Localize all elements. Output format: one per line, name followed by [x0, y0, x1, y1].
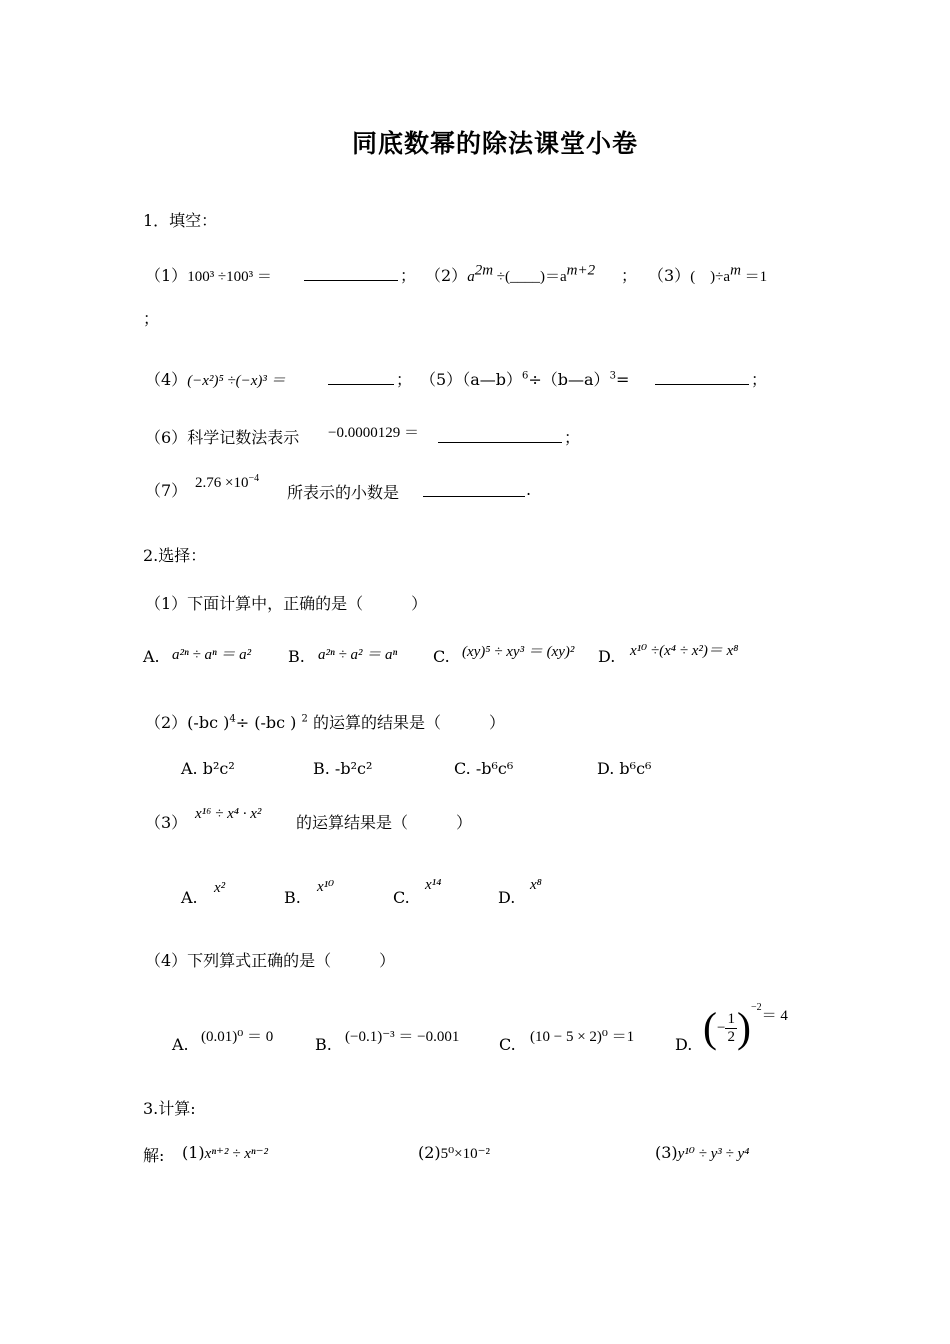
choice-q3-b-expr: x¹⁰ — [317, 879, 335, 895]
fill-q7-blank[interactable] — [423, 482, 525, 497]
fill-q5-label: （5） — [420, 370, 463, 389]
page-title: 同底数幂的除法课堂小卷 — [351, 129, 638, 158]
fill-q1 — [145, 263, 272, 286]
fill-q5-blank[interactable] — [655, 370, 749, 385]
fill-q6-text: 科学记数法表示 — [187, 428, 300, 447]
choice-q1-c-label[interactable]: C. — [433, 647, 450, 666]
calc-p1 — [182, 1143, 268, 1163]
choice-q3-expr: x¹⁶ ÷ x⁴ · x² — [195, 806, 262, 822]
calc-p1-label: (1) — [182, 1143, 205, 1162]
choice-q1: （1）下面计算中，正确的是（ ） — [145, 594, 428, 613]
fill-q4-label: （4） — [145, 370, 188, 389]
fill-q7-end: . — [526, 480, 532, 499]
choice-q4-c-label[interactable]: C. — [499, 1035, 516, 1054]
choice-q1-d-label[interactable]: D. — [598, 647, 616, 666]
fill-q7-exp: −4 — [248, 473, 260, 484]
fill-q2-end: ； — [621, 266, 638, 285]
choice-q1-b-label[interactable]: B. — [288, 647, 305, 666]
fill-q3-label: （3） — [648, 266, 691, 285]
choice-q3-a-expr: x² — [214, 880, 226, 896]
fill-q1-label: （1） — [145, 266, 188, 285]
choice-q2-c[interactable]: C. -b⁶c⁶ — [454, 759, 514, 778]
choice-q1-b-expr: a²ⁿ ÷ a² ＝ aⁿ — [318, 647, 398, 663]
fill-q7-expr — [195, 475, 259, 492]
choice-q3-c-expr: x¹⁴ — [425, 877, 442, 893]
fill-q5-expr-a: （a—b） — [462, 370, 522, 389]
section-3-heading: 3.计算: — [143, 1099, 196, 1118]
fill-q1-blank[interactable] — [304, 266, 398, 281]
choice-q3-b-label[interactable]: B. — [284, 888, 301, 907]
choice-q4-a-expr: (0.01)⁰ ＝ 0 — [201, 1029, 274, 1045]
fill-q2-exp2: m+2 — [566, 262, 596, 279]
fill-q2-mid: ÷(____)＝a — [493, 269, 567, 285]
choice-q4-d-label[interactable]: D. — [675, 1035, 693, 1054]
fill-q2-label: （2） — [425, 266, 468, 285]
choice-q2-exp2: 2 — [301, 713, 308, 725]
fill-q5 — [420, 367, 629, 390]
calc-p3 — [655, 1143, 749, 1163]
choice-q4: （4）下列算式正确的是（ ） — [145, 951, 396, 970]
calc-p3-expr: y¹⁰ ÷ y³ ÷ y⁴ — [677, 1146, 750, 1162]
fill-q5-exp2: 3 — [609, 370, 616, 382]
choice-q1-d-expr: x¹⁰ ÷(x⁴ ÷ x²)＝ x⁸ — [630, 643, 739, 659]
choice-q2-b[interactable]: B. -b²c² — [313, 759, 373, 778]
choice-q4-d-expr — [703, 1004, 788, 1050]
choice-q2-expr-a: （2）(-bc ) — [145, 713, 230, 732]
fill-q2-exp1: 2m — [474, 262, 494, 279]
fill-q5-expr-b: ÷（b—a） — [528, 370, 610, 389]
choice-q4-d-lparen: ( — [703, 1005, 717, 1052]
fill-q3-exp: m — [730, 262, 741, 279]
choice-q4-d-eq: ＝ 4 — [761, 1008, 788, 1024]
choice-q3-c-label[interactable]: C. — [393, 888, 410, 907]
fill-q1-end: ； — [400, 266, 417, 285]
fill-q7-label: （7） — [145, 481, 188, 500]
choice-q3-d-expr: x⁸ — [530, 877, 542, 893]
fill-q6-end: ； — [564, 428, 581, 447]
choice-q4-b-label[interactable]: B. — [315, 1035, 332, 1054]
calc-p1-expr: xⁿ⁺² ÷ xⁿ⁻² — [204, 1146, 268, 1162]
fill-q6 — [145, 425, 299, 448]
fill-q3-expr-b: ＝1 — [740, 269, 768, 285]
calc-p2 — [418, 1143, 490, 1163]
fill-q2-base: a — [467, 269, 475, 285]
choice-q2-exp1: 4 — [229, 713, 236, 725]
choice-q2-expr-b: ÷ (-bc ) — [235, 713, 302, 732]
choice-q4-c-expr: (10 − 5 × 2)⁰ ＝1 — [530, 1029, 635, 1045]
fill-q6-label: （6） — [145, 428, 188, 447]
fill-q3-end: ； — [143, 309, 160, 328]
choice-q4-d-fraction — [725, 1011, 737, 1046]
fill-q5-end: ； — [751, 370, 768, 389]
choice-q3-text: 的运算结果是（ ） — [296, 813, 473, 832]
fill-q7-text: 所表示的小数是 — [287, 483, 400, 502]
fill-q6-blank[interactable] — [438, 428, 562, 443]
choice-q4-d-rparen: ) — [736, 1005, 751, 1052]
choice-q4-d-denominator: 2 — [727, 1029, 735, 1046]
choice-q1-c-expr: (xy)⁵ ÷ xy³ ＝ (xy)² — [462, 644, 575, 660]
choice-q2-a[interactable]: A. b²c² — [181, 759, 235, 778]
choice-q3-d-label[interactable]: D. — [498, 888, 516, 907]
calc-p2-label: (2) — [418, 1143, 441, 1162]
choice-q4-d-exp: −2 — [750, 1002, 762, 1013]
choice-q4-d-minus: − — [717, 1020, 726, 1036]
choice-q2-d[interactable]: D. b⁶c⁶ — [597, 759, 652, 778]
fill-q1-expr: 100³ ÷100³ ＝ — [187, 269, 272, 285]
fill-q4-expr: (−x²)⁵ ÷(−x)³ ＝ — [187, 373, 286, 389]
calc-p2-expr: 5⁰×10⁻² — [440, 1146, 491, 1162]
choice-q1-a-expr: a²ⁿ ÷ aⁿ ＝ a² — [172, 647, 252, 663]
fill-q3 — [648, 263, 767, 286]
fill-q4-blank[interactable] — [328, 370, 394, 385]
choice-q2 — [145, 710, 505, 733]
fill-q5-exp1: 6 — [521, 370, 529, 382]
choice-q4-b-expr: (−0.1)⁻³ ＝ −0.001 — [345, 1029, 460, 1045]
solution-label: 解: — [143, 1146, 165, 1165]
fill-q6-expr: −0.0000129 ＝ — [328, 425, 419, 441]
choice-q1-a-label[interactable]: A. — [143, 647, 160, 666]
section-2-heading: 2.选择： — [143, 546, 207, 565]
choice-q4-a-label[interactable]: A. — [172, 1035, 189, 1054]
choice-q2-text: 的运算的结果是（ ） — [307, 713, 505, 732]
choice-q4-d-numerator: 1 — [727, 1011, 735, 1028]
fill-q3-expr-a: ( )÷a — [690, 269, 731, 285]
fill-q4 — [145, 367, 286, 390]
fill-q5-eq: = — [615, 370, 630, 389]
fill-q4-end: ； — [396, 370, 413, 389]
fill-q7-base: 2.76 ×10 — [195, 475, 249, 491]
choice-q3-label: （3） — [145, 813, 188, 832]
choice-q3-a-label[interactable]: A. — [181, 888, 198, 907]
calc-p3-label: (3) — [655, 1143, 678, 1162]
fill-q2 — [425, 263, 595, 286]
section-1-heading: 1．填空： — [143, 211, 218, 230]
